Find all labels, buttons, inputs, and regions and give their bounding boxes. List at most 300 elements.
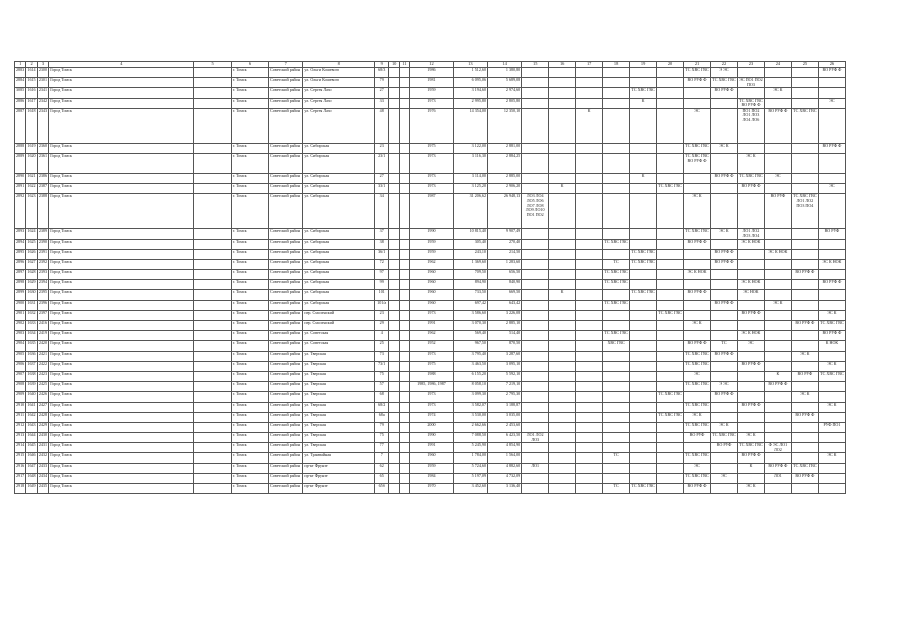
cell-empty xyxy=(399,229,409,239)
build-year: 1973 xyxy=(410,392,454,402)
table-row xyxy=(15,194,846,229)
table-row xyxy=(15,473,846,483)
works-c16 xyxy=(549,453,576,463)
works-c16 xyxy=(549,108,576,143)
works-c17 xyxy=(576,321,603,331)
works-c17 xyxy=(576,412,603,422)
works-c26: ВО РУФ Ф xyxy=(818,68,845,78)
cell-empty xyxy=(194,108,231,143)
cell-empty xyxy=(389,194,399,229)
works-c26 xyxy=(818,270,845,280)
works-c23: ЭС К НОК xyxy=(737,280,764,290)
works-c21: ТС ХВС ГВС xyxy=(684,361,711,371)
total-area: 6 095,06 xyxy=(453,78,487,88)
cell-empty xyxy=(399,321,409,331)
works-c22 xyxy=(711,98,738,108)
settlement-name: Город Томск xyxy=(49,98,194,108)
build-year: 1973 xyxy=(410,310,454,320)
settlement-name: Город Томск xyxy=(49,473,194,483)
house-code: 2389 xyxy=(37,229,48,239)
cell-empty xyxy=(399,184,409,194)
cell-empty xyxy=(399,433,409,443)
works-c21: ТС ХВС ГВС xyxy=(684,402,711,412)
build-year: 1973 xyxy=(410,184,454,194)
works-c25 xyxy=(791,341,818,351)
cell-empty xyxy=(399,473,409,483)
column-number-7: 7 xyxy=(269,62,303,68)
cell-empty xyxy=(194,310,231,320)
cell-empty xyxy=(399,173,409,183)
works-c20 xyxy=(657,361,684,371)
house-code: 2420 xyxy=(37,341,48,351)
works-c21: ТС ХВС ГВС xyxy=(684,143,711,153)
works-c18 xyxy=(603,463,630,473)
cell-empty xyxy=(194,331,231,341)
cell-empty xyxy=(194,382,231,392)
works-c15: ЛО3 ЛО4 ЛО5 ЛО6 ЛО7 ЛО8 ЛО9 ЛО10 ПО1 ПО2 xyxy=(522,194,549,229)
works-c20 xyxy=(657,173,684,183)
record-id: 1614 xyxy=(26,68,37,78)
cell-empty xyxy=(389,321,399,331)
city-name: г. Томск xyxy=(231,88,268,98)
works-c18: ТС xyxy=(603,484,630,494)
works-c22 xyxy=(711,108,738,143)
row-number: 2912 xyxy=(15,422,26,432)
works-c24: ЭС xyxy=(764,173,791,183)
settlement-name: Город Томск xyxy=(49,290,194,300)
works-c26 xyxy=(818,300,845,310)
settlement-name: Город Томск xyxy=(49,249,194,259)
settlement-name: Город Томск xyxy=(49,88,194,98)
cell-empty xyxy=(399,341,409,351)
row-number: 2901 xyxy=(15,310,26,320)
total-area: 1 369,60 xyxy=(453,259,487,269)
works-c16 xyxy=(549,321,576,331)
works-c15 xyxy=(522,484,549,494)
district-name: Советский район xyxy=(269,351,303,361)
district-name: Советский район xyxy=(269,88,303,98)
district-name: Советский район xyxy=(269,371,303,381)
cell-empty xyxy=(389,184,399,194)
record-id: 1643 xyxy=(26,422,37,432)
works-c17 xyxy=(576,153,603,173)
works-c15 xyxy=(522,229,549,239)
row-number: 2888 xyxy=(15,143,26,153)
cell-empty xyxy=(399,382,409,392)
settlement-name: Город Томск xyxy=(49,68,194,78)
works-c17 xyxy=(576,259,603,269)
works-c19: ТС ХВС ГВС xyxy=(630,259,657,269)
street-name: пр-кт Фрунзе xyxy=(303,473,375,483)
district-name: Советский район xyxy=(269,184,303,194)
cell-empty xyxy=(389,392,399,402)
house-code: 2301 xyxy=(37,78,48,88)
total-area: 3 452,60 xyxy=(453,484,487,494)
works-c22: ТС ХВС ГВС xyxy=(711,433,738,443)
works-c24: ЭС К НОК xyxy=(764,249,791,259)
city-name: г. Томск xyxy=(231,78,268,88)
works-c23: ЭС К НОК xyxy=(737,331,764,341)
district-name: Советский район xyxy=(269,310,303,320)
works-c24 xyxy=(764,341,791,351)
build-year: 2000 xyxy=(410,422,454,432)
cell-empty xyxy=(389,443,399,453)
table-row xyxy=(15,371,846,381)
district-name: Советский район xyxy=(269,433,303,443)
works-c26 xyxy=(818,78,845,88)
district-name: Советский район xyxy=(269,259,303,269)
build-year: 1985, 1986, 1987 xyxy=(410,382,454,392)
settlement-name: Город Томск xyxy=(49,321,194,331)
cell-empty xyxy=(399,78,409,88)
cell-empty xyxy=(389,108,399,143)
works-c20 xyxy=(657,259,684,269)
cell-empty xyxy=(194,184,231,194)
city-name: г. Томск xyxy=(231,290,268,300)
works-c17 xyxy=(576,143,603,153)
housing-registry-table xyxy=(14,61,846,494)
column-number-10: 10 xyxy=(389,62,399,68)
city-name: г. Томск xyxy=(231,173,268,183)
works-c23 xyxy=(737,249,764,259)
street-name: ул. Ольги Кошевого xyxy=(303,68,375,78)
works-c24 xyxy=(764,412,791,422)
works-c26: ЭС К xyxy=(818,361,845,371)
district-name: Советский район xyxy=(269,108,303,143)
works-c19 xyxy=(630,382,657,392)
works-c25 xyxy=(791,290,818,300)
cell-empty xyxy=(194,412,231,422)
works-c26: ВО РУФ Ф xyxy=(818,331,845,341)
total-area: 305,40 xyxy=(453,239,487,249)
record-id: 1629 xyxy=(26,280,37,290)
column-number-6: 6 xyxy=(231,62,268,68)
works-c16 xyxy=(549,280,576,290)
house-number: 79 xyxy=(374,422,389,432)
record-id: 1625 xyxy=(26,239,37,249)
city-name: г. Томск xyxy=(231,239,268,249)
district-name: Советский район xyxy=(269,331,303,341)
cell-empty xyxy=(399,153,409,173)
city-name: г. Томск xyxy=(231,300,268,310)
build-year: 1952 xyxy=(410,341,454,351)
district-name: Советский район xyxy=(269,249,303,259)
works-c15 xyxy=(522,382,549,392)
row-number: 2892 xyxy=(15,194,26,229)
cell-empty xyxy=(399,143,409,153)
total-area: 894,90 xyxy=(453,280,487,290)
works-c16 xyxy=(549,463,576,473)
table-row xyxy=(15,259,846,269)
works-c18: ТС ХВС ГВС xyxy=(603,280,630,290)
living-area: 270,40 xyxy=(487,239,521,249)
works-c21: ТС ХВС ГВС ВО РУФ Ф xyxy=(684,153,711,173)
works-c24 xyxy=(764,484,791,494)
record-id: 1646 xyxy=(26,453,37,463)
city-name: г. Томск xyxy=(231,443,268,453)
cell-empty xyxy=(389,173,399,183)
house-number: 73/1 xyxy=(374,361,389,371)
works-c16 xyxy=(549,239,576,249)
works-c25 xyxy=(791,331,818,341)
works-c25 xyxy=(791,453,818,463)
works-c16 xyxy=(549,300,576,310)
cell-empty xyxy=(399,259,409,269)
works-c20 xyxy=(657,249,684,259)
works-c24: Ф ЭС ЛО1 ЛО2 xyxy=(764,443,791,453)
works-c23 xyxy=(737,270,764,280)
row-number: 2887 xyxy=(15,108,26,143)
build-year: 1959 xyxy=(410,463,454,473)
total-area: 3 194,60 xyxy=(453,88,487,98)
living-area: 9 907,49 xyxy=(487,229,521,239)
works-c24 xyxy=(764,184,791,194)
house-number: 97 xyxy=(374,270,389,280)
city-name: г. Томск xyxy=(231,433,268,443)
total-area: 7 088,50 xyxy=(453,433,487,443)
street-name: ул. Сибирская xyxy=(303,194,375,229)
street-name: ул. Трамвайная xyxy=(303,453,375,463)
works-c16 xyxy=(549,173,576,183)
works-c21 xyxy=(684,443,711,453)
works-c24 xyxy=(764,98,791,108)
house-code: 2425 xyxy=(37,382,48,392)
district-name: Советский район xyxy=(269,422,303,432)
works-c19: К xyxy=(630,98,657,108)
works-c24 xyxy=(764,78,791,88)
cell-empty xyxy=(389,280,399,290)
living-area: 2 885,10 xyxy=(487,321,521,331)
works-c21: ВО РУФ xyxy=(684,433,711,443)
settlement-name: Город Томск xyxy=(49,143,194,153)
works-c26: ЭС xyxy=(818,184,845,194)
record-id: 1639 xyxy=(26,382,37,392)
works-c23: ПО1 ПО2 ЛО1 ЛО3 ЛО4 ЛО6 xyxy=(737,108,764,143)
district-name: Советский район xyxy=(269,239,303,249)
cell-empty xyxy=(389,371,399,381)
table-row xyxy=(15,310,846,320)
works-c18 xyxy=(603,249,630,259)
house-number: 33/1 xyxy=(374,184,389,194)
table-row xyxy=(15,280,846,290)
works-c25: ВО РУФ Ф xyxy=(791,270,818,280)
works-c16 xyxy=(549,229,576,239)
works-c21: ТС ХВС ГВС xyxy=(684,382,711,392)
works-c21: ТС ХВС ГВС xyxy=(684,68,711,78)
works-c19 xyxy=(630,108,657,143)
works-c18: ТС ХВС ГВС xyxy=(603,300,630,310)
works-c25 xyxy=(791,78,818,88)
table-row xyxy=(15,108,846,143)
settlement-name: Город Томск xyxy=(49,463,194,473)
cell-empty xyxy=(194,270,231,280)
total-area: 31 206,62 xyxy=(453,194,487,229)
works-c19 xyxy=(630,321,657,331)
row-number: 2917 xyxy=(15,473,26,483)
house-code: 2422 xyxy=(37,361,48,371)
street-name: пр-кт Фрунзе xyxy=(303,484,375,494)
row-number: 2914 xyxy=(15,443,26,453)
street-name: ул. Сибирская xyxy=(303,153,375,173)
row-number: 2886 xyxy=(15,98,26,108)
living-area: 870,50 xyxy=(487,341,521,351)
district-name: Советский район xyxy=(269,290,303,300)
total-area: 1 784,00 xyxy=(453,453,487,463)
street-name: ул. Сибирская xyxy=(303,143,375,153)
works-c23 xyxy=(737,259,764,269)
cell-empty xyxy=(389,300,399,310)
settlement-name: Город Томск xyxy=(49,331,194,341)
city-name: г. Томск xyxy=(231,321,268,331)
settlement-name: Город Томск xyxy=(49,270,194,280)
record-id: 1640 xyxy=(26,392,37,402)
works-c21 xyxy=(684,280,711,290)
works-c26: К НОК xyxy=(818,341,845,351)
works-c25: ВО РУФ xyxy=(791,371,818,381)
works-c25: ЭС К xyxy=(791,392,818,402)
street-name: ул. Сибирская xyxy=(303,173,375,183)
city-name: г. Томск xyxy=(231,392,268,402)
works-c19: ТС ХВС ГВС xyxy=(630,88,657,98)
cell-empty xyxy=(399,422,409,432)
house-number: 38 xyxy=(374,239,389,249)
works-c18 xyxy=(603,422,630,432)
record-id: 1636 xyxy=(26,351,37,361)
table-row xyxy=(15,184,846,194)
works-c25 xyxy=(791,382,818,392)
cell-empty xyxy=(389,422,399,432)
works-c18 xyxy=(603,473,630,483)
works-c24: ЭС К xyxy=(764,88,791,98)
house-number: 27 xyxy=(374,88,389,98)
table-row xyxy=(15,412,846,422)
house-number: 75 xyxy=(374,433,389,443)
works-c24 xyxy=(764,433,791,443)
works-c22 xyxy=(711,290,738,300)
table-row xyxy=(15,351,846,361)
works-c19 xyxy=(630,473,657,483)
works-c16 xyxy=(549,249,576,259)
cell-empty xyxy=(389,453,399,463)
works-c18 xyxy=(603,173,630,183)
column-number-15: 15 xyxy=(522,62,549,68)
street-name: ул. Тверская xyxy=(303,392,375,402)
house-number: 27 xyxy=(374,173,389,183)
works-c18 xyxy=(603,382,630,392)
column-number-26: 26 xyxy=(818,62,845,68)
street-name: ул. Тверская xyxy=(303,351,375,361)
settlement-name: Город Томск xyxy=(49,184,194,194)
living-area: 840,90 xyxy=(487,280,521,290)
living-area: 2 881,00 xyxy=(487,143,521,153)
works-c19: ТС ХВС ГВС xyxy=(630,249,657,259)
works-c26 xyxy=(818,88,845,98)
table-row xyxy=(15,290,846,300)
settlement-name: Город Томск xyxy=(49,422,194,432)
works-c22 xyxy=(711,453,738,463)
column-number-3: 3 xyxy=(37,62,48,68)
cell-empty xyxy=(194,341,231,351)
works-c26: ЭС К xyxy=(818,310,845,320)
works-c20 xyxy=(657,270,684,280)
works-c18 xyxy=(603,412,630,422)
works-c20 xyxy=(657,68,684,78)
cell-empty xyxy=(194,361,231,371)
total-area: 6 155,20 xyxy=(453,371,487,381)
column-number-21: 21 xyxy=(684,62,711,68)
works-c18 xyxy=(603,153,630,173)
cell-empty xyxy=(389,270,399,280)
works-c22: ВО РУФ Ф xyxy=(711,300,738,310)
works-c26: ЭС xyxy=(818,98,845,108)
works-c19 xyxy=(630,310,657,320)
record-id: 1632 xyxy=(26,310,37,320)
city-name: г. Томск xyxy=(231,194,268,229)
works-c22 xyxy=(711,321,738,331)
table-row xyxy=(15,239,846,249)
living-area: 4 732,09 xyxy=(487,473,521,483)
works-c15 xyxy=(522,300,549,310)
house-code: 2392 xyxy=(37,259,48,269)
house-code: 2429 xyxy=(37,422,48,432)
column-number-18: 18 xyxy=(603,62,630,68)
city-name: г. Томск xyxy=(231,371,268,381)
works-c16 xyxy=(549,361,576,371)
city-name: г. Томск xyxy=(231,229,268,239)
works-c24 xyxy=(764,270,791,280)
works-c22: ЭС К xyxy=(711,143,738,153)
works-c15 xyxy=(522,270,549,280)
record-id: 1637 xyxy=(26,361,37,371)
works-c16: К xyxy=(549,290,576,300)
cell-empty xyxy=(399,290,409,300)
record-id: 1620 xyxy=(26,153,37,173)
works-c15 xyxy=(522,184,549,194)
works-c20 xyxy=(657,371,684,381)
house-number: 25 xyxy=(374,341,389,351)
house-code: 2343 xyxy=(37,108,48,143)
works-c22: ВО РУФ Ф xyxy=(711,259,738,269)
house-code: 2426 xyxy=(37,392,48,402)
works-c23: ВО РУФ Ф xyxy=(737,453,764,463)
row-number: 2911 xyxy=(15,412,26,422)
house-number: 7 xyxy=(374,453,389,463)
works-c17 xyxy=(576,392,603,402)
works-c15 xyxy=(522,108,549,143)
district-name: Советский район xyxy=(269,78,303,88)
works-c15 xyxy=(522,88,549,98)
works-c26 xyxy=(818,153,845,173)
district-name: Советский район xyxy=(269,484,303,494)
table-row xyxy=(15,173,846,183)
street-name: ул. Сибирская xyxy=(303,239,375,249)
city-name: г. Томск xyxy=(231,249,268,259)
works-c20 xyxy=(657,473,684,483)
works-c19 xyxy=(630,402,657,412)
works-c15 xyxy=(522,143,549,153)
house-number: 68/2 xyxy=(374,402,389,412)
works-c23: ЭС НОК xyxy=(737,290,764,300)
living-area: 2 906,20 xyxy=(487,184,521,194)
works-c22: ЭС К xyxy=(711,229,738,239)
settlement-name: Город Томск xyxy=(49,259,194,269)
works-c26: ТС ХВС ГВС xyxy=(818,371,845,381)
works-c24: ЭС К xyxy=(764,300,791,310)
works-c17 xyxy=(576,351,603,361)
house-number: 57 xyxy=(374,382,389,392)
house-code: 2427 xyxy=(37,402,48,412)
row-number: 2913 xyxy=(15,433,26,443)
